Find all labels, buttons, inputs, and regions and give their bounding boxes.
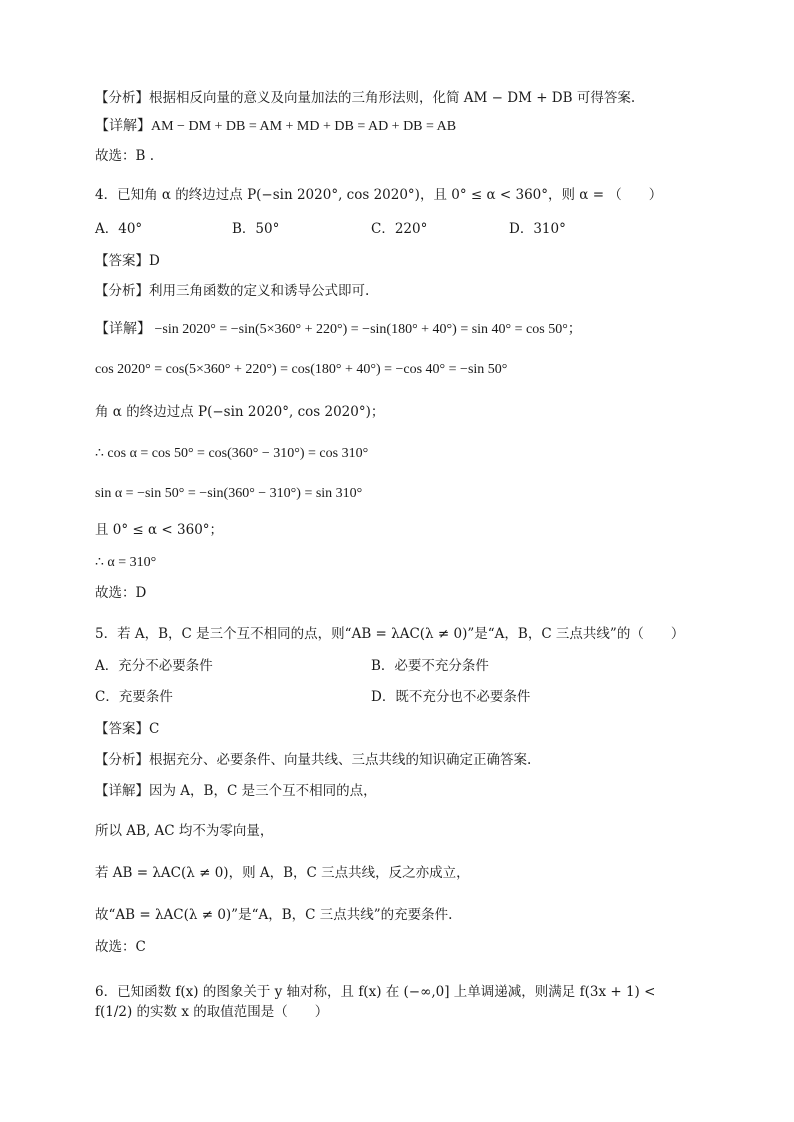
q5-detail-2: 所以 AB, AC 均不为零向量， [95, 823, 274, 839]
q3-conclusion: 故选：B . [95, 148, 155, 164]
q5-option-c: C．充要条件 [95, 689, 173, 705]
q4-detail-1: 【详解】 −sin 2020° = −sin(5×360° + 220°) = −sin(180° + 40°) = sin 40° = cos 50°； [95, 322, 582, 337]
q4-question: 4．已知角 α 的终边过点 P(−sin 2020°, cos 2020°)，且 0° ≤ α < 360°，则 α = （ ） [95, 187, 663, 203]
q5-option-d: D．既不充分也不必要条件 [371, 689, 531, 705]
q4-option-d: D．310° [509, 221, 566, 237]
q6-question: 6．已知函数 f(x) 的图象关于 y 轴对称，且 f(x) 在 (−∞,0] 上单调递减，则满足 f(3x + 1) < f(1/2) 的实数 x 的取值范围是（ ） [95, 984, 656, 1020]
q3-analysis: 【分析】根据相反向量的意义及向量加法的三角形法则，化简 AM − DM + DB 可得答案. [95, 90, 636, 106]
q5-question: 5．若 A，B，C 是三个互不相同的点，则“AB = λAC(λ ≠ 0)”是“A，B，C 三点共线”的（ ） [95, 626, 685, 642]
q4-detail-7: ∴ α = 310° [95, 555, 157, 570]
q4-option-c: C．220° [371, 221, 428, 237]
q4-analysis: 【分析】利用三角函数的定义和诱导公式即可. [95, 283, 370, 299]
q5-option-a: A．充分不必要条件 [95, 658, 213, 674]
q5-detail-4: 故“AB = λAC(λ ≠ 0)”是“A，B，C 三点共线”的充要条件. [95, 907, 453, 923]
q4-detail-4: ∴ cos α = cos 50° = cos(360° − 310°) = cos 310° [95, 446, 369, 461]
q5-conclusion: 故选：C [95, 939, 146, 955]
q5-option-b: B．必要不充分条件 [371, 658, 489, 674]
q4-conclusion: 故选：D [95, 585, 147, 601]
q4-answer: 【答案】D [95, 253, 160, 269]
q4-detail-5: sin α = −sin 50° = −sin(360° − 310°) = sin 310° [95, 486, 363, 501]
q5-detail-1: 【详解】因为 A，B，C 是三个互不相同的点， [95, 783, 377, 799]
q4-detail-2: cos 2020° = cos(5×360° + 220°) = cos(180° + 40°) = −cos 40° = −sin 50° [95, 362, 508, 377]
q4-option-b: B．50° [232, 221, 280, 237]
q5-detail-3: 若 AB = λAC(λ ≠ 0)，则 A，B，C 三点共线，反之亦成立， [95, 865, 470, 881]
q3-detail: 【详解】AM − DM + DB = AM + MD + DB = AD + DB = AB [95, 119, 457, 134]
q4-detail-3: 角 α 的终边过点 P(−sin 2020°, cos 2020°)； [95, 404, 385, 420]
q5-answer: 【答案】C [95, 721, 160, 737]
q4-detail-6: 且 0° ≤ α < 360°； [95, 522, 224, 538]
q5-analysis: 【分析】根据充分、必要条件、向量共线、三点共线的知识确定正确答案. [95, 752, 532, 768]
q4-option-a: A．40° [95, 221, 143, 237]
